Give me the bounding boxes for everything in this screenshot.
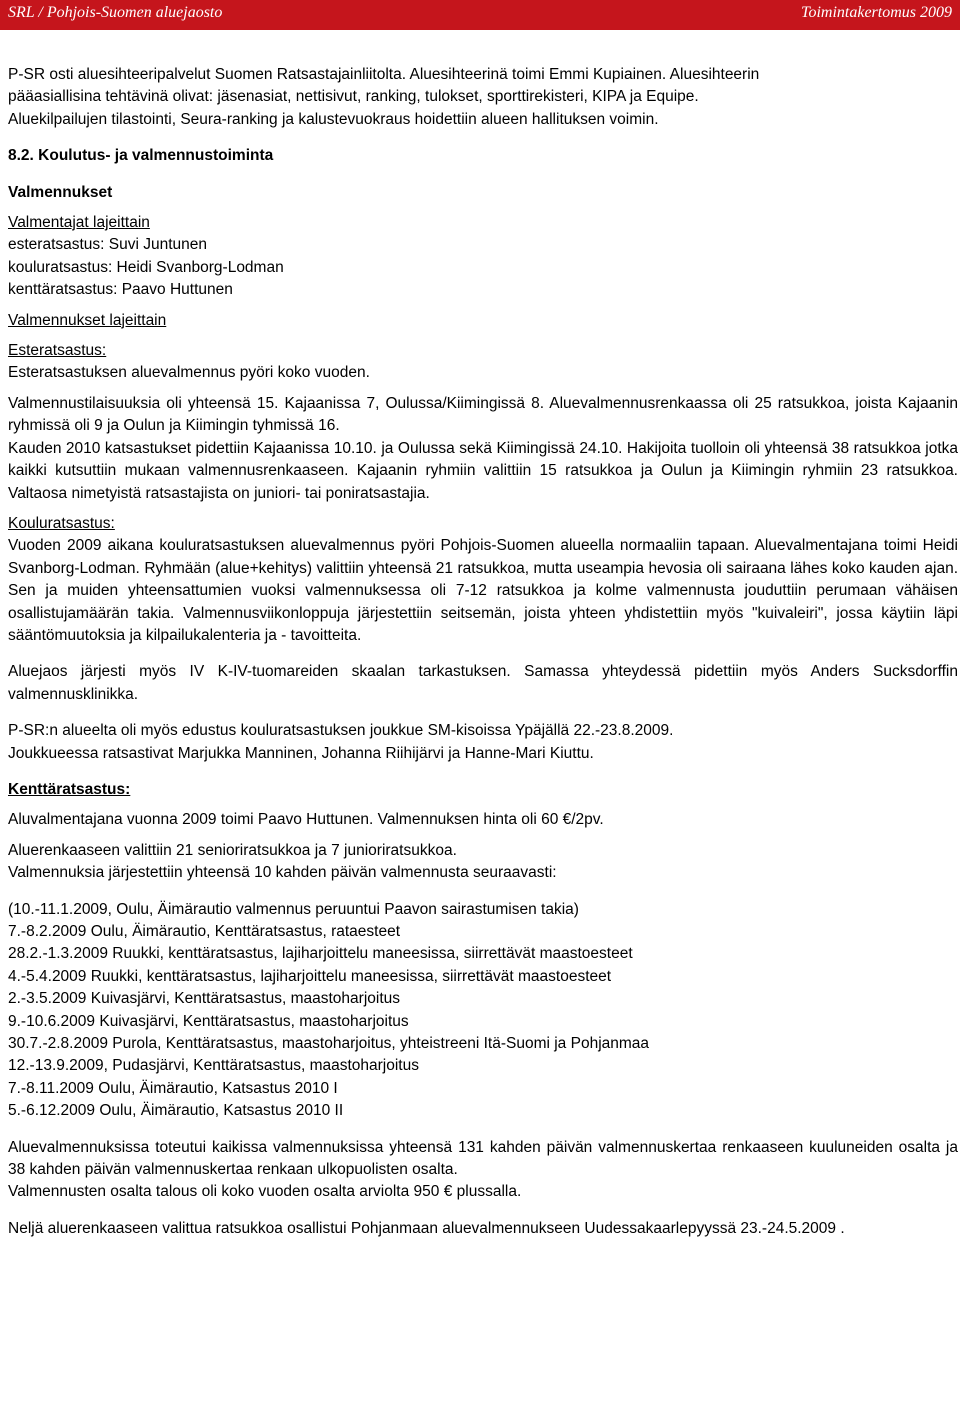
document-body — [8, 64, 958, 1240]
dressage-paragraph-3b: Joukkueessa ratsastivat Marjukka Manninen, Johanna Riihijärvi ja Hanne-Mari Kiuttu. — [8, 744, 594, 762]
eventing-list-item: 7.-8.2.2009 Oulu, Äimärautio, Kenttäratsastus, rataesteet — [8, 923, 401, 940]
coach-dressage: kouluratsastus: Heidi Svanborg-Lodman — [8, 258, 284, 276]
eventing-list-item: 2.-3.5.2009 Kuivasjärvi, Kenttäratsastus, maastoharjoitus — [8, 990, 401, 1008]
header-report-title: Toimintakertomus 2009 — [801, 4, 952, 21]
section-subtitle: Valmennukset — [8, 183, 113, 201]
section-title: 8.2. Koulutus- ja valmennustoiminta — [8, 147, 274, 165]
trainings-by-discipline-heading: Valmennukset lajeittain — [8, 311, 167, 329]
eventing-list-item: 4.-5.4.2009 Ruukki, kenttäratsastus, lajiharjoittelu maneesissa, siirrettävät maastoesteet — [8, 967, 612, 985]
dressage-paragraph-2: Aluejaos järjesti myös IV K-IV-tuomareiden skaalan tarkastuksen. Samassa yhteydessä pidettiin myös Anders Sucksdorffin valmennusklinikka. — [8, 663, 958, 703]
eventing-paragraph-1b: Valmennusten osalta talous oli koko vuoden osalta arviolta 950 € plussalla. — [8, 1183, 522, 1201]
intro-line-1: P-SR osti aluesihteeripalvelut Suomen Ratsastajainliitolta. Aluesihteerinä toimi Emmi Kupiainen. Aluesihteerin — [8, 66, 760, 83]
jumping-paragraph-1: Valmennustilaisuuksia oli yhteensä 15. Kajaanissa 7, Oulussa/Kiimingissä 8. Aluevalmennusrenkaassa oli 25 ratsukkoa, joista Kajaanin ryhmissä oli 9 ja Oulun ja Kiimingin tyhmissä 16. — [8, 394, 958, 435]
intro-line-3: Aluekilpailujen tilastointi, Seura-ranking ja kalustevuokraus hoidettiin alueen hallituksen voimin. — [8, 110, 659, 128]
coaches-heading: Valmentajat lajeittain — [8, 214, 150, 232]
eventing-heading: Kenttäratsastus: — [8, 780, 131, 798]
eventing-list-item: (10.-11.1.2009, Oulu, Äimärautio valmennus peruuntui Paavon sairastumisen takia) — [8, 900, 579, 918]
header-organization: SRL / Pohjois-Suomen aluejaosto — [8, 4, 223, 21]
eventing-list-item: 7.-8.11.2009 Oulu, Äimärautio, Katsastus 2010 I — [8, 1079, 338, 1097]
intro-line-2: pääasiallisina tehtävinä olivat: jäsenasiat, nettisivut, ranking, tulokset, sporttirekisteri, KIPA ja Equipe. — [8, 88, 699, 106]
jumping-line-1: Esteratsastuksen aluevalmennus pyöri koko vuoden. — [8, 364, 370, 382]
dressage-paragraph-1: Vuoden 2009 aikana kouluratsastuksen aluevalmennus pyöri Pohjois-Suomen alueella normaaliin tapaan. Aluevalmentajana toimi Heidi Svanborg-Lodman. Ryhmään (alue+kehitys) valittiin yhteensä 21 ratsukkoa, mutta useampia hevosia oli sairaana lähes koko kauden ajan. Sen ja muiden yhteensattumien vuoksi valmennuksessa oli 7-12 ratsukkoa ja kolme valmennusta jouduttiin perumaan vähäisen osallistujamäärän takia. Valmennusviikonloppuja järjestettiin seitsemän, joista yhteen yhdistettiin myös "kuivaleiri", jossa käytiin läpi sääntömuutoksia ja kilpailukalenteria ja - tavoitteita. — [8, 537, 958, 644]
page-header — [0, 0, 960, 30]
eventing-list-item: 12.-13.9.2009, Pudasjärvi, Kenttäratsastus, maastoharjoitus — [8, 1057, 419, 1075]
dressage-paragraph-3a: P-SR:n alueelta oli myös edustus kouluratsastuksen joukkue SM-kisoissa Ypäjällä 22.-23.8.2009. — [8, 722, 674, 740]
eventing-line-3: Valmennuksia järjestettiin yhteensä 10 kahden päivän valmennusta seuraavasti: — [8, 864, 557, 882]
coach-eventing: kenttäratsastus: Paavo Huttunen — [8, 281, 233, 299]
coach-jumping: esteratsastus: Suvi Juntunen — [8, 236, 208, 254]
eventing-line-1: Aluvalmentajana vuonna 2009 toimi Paavo Huttunen. Valmennuksen hinta oli 60 €/2pv. — [8, 811, 604, 829]
eventing-list-item: 9.-10.6.2009 Kuivasjärvi, Kenttäratsastus, maastoharjoitus — [8, 1012, 409, 1030]
jumping-paragraph-2: Kauden 2010 katsastukset pidettiin Kajaanissa 10.10. ja Oulussa sekä Kiimingissä 24.10. Hakijoita tuolloin oli yhteensä 38 ratsukkoa jotka kaikki kutsuttiin mukaan valmennusrenkaaseen. Kajaanin ryhmiin valittiin 15 ratsukkoa ja Oulun ja Kiimingin ryhmiin 23 ratsukkoa. Valtaosa nimetyistä ratsastajista on juniori- tai poniratsastajia. — [8, 439, 958, 502]
eventing-paragraph-1: Aluevalmennuksissa toteutui kaikissa valmennuksissa yhteensä 131 kahden päivän valmennuskertaa renkaaseen kuuluneiden osalta ja 38 kahden päivän valmennuskertaa renkaan ulkopuolisten osalta. — [8, 1138, 958, 1179]
eventing-list-item: 30.7.-2.8.2009 Purola, Kenttäratsastus, maastoharjoitus, yhteistreeni Itä-Suomi ja Pohjanmaa — [8, 1035, 650, 1053]
eventing-line-2: Aluerenkaaseen valittiin 21 senioriratsukkoa ja 7 junioriratsukkoa. — [8, 841, 457, 859]
eventing-paragraph-2: Neljä aluerenkaaseen valittua ratsukkoa osallistui Pohjanmaan aluevalmennukseen Uudessakaarlepyyssä 23.-24.5.2009 . — [8, 1219, 845, 1237]
dressage-heading: Kouluratsastus: — [8, 514, 115, 532]
jumping-heading: Esteratsastus: — [8, 342, 107, 360]
eventing-list-item: 5.-6.12.2009 Oulu, Äimärautio, Katsastus 2010 II — [8, 1102, 344, 1120]
eventing-list-item: 28.2.-1.3.2009 Ruukki, kenttäratsastus, lajiharjoittelu maneesissa, siirrettävät maastoesteet — [8, 945, 633, 963]
